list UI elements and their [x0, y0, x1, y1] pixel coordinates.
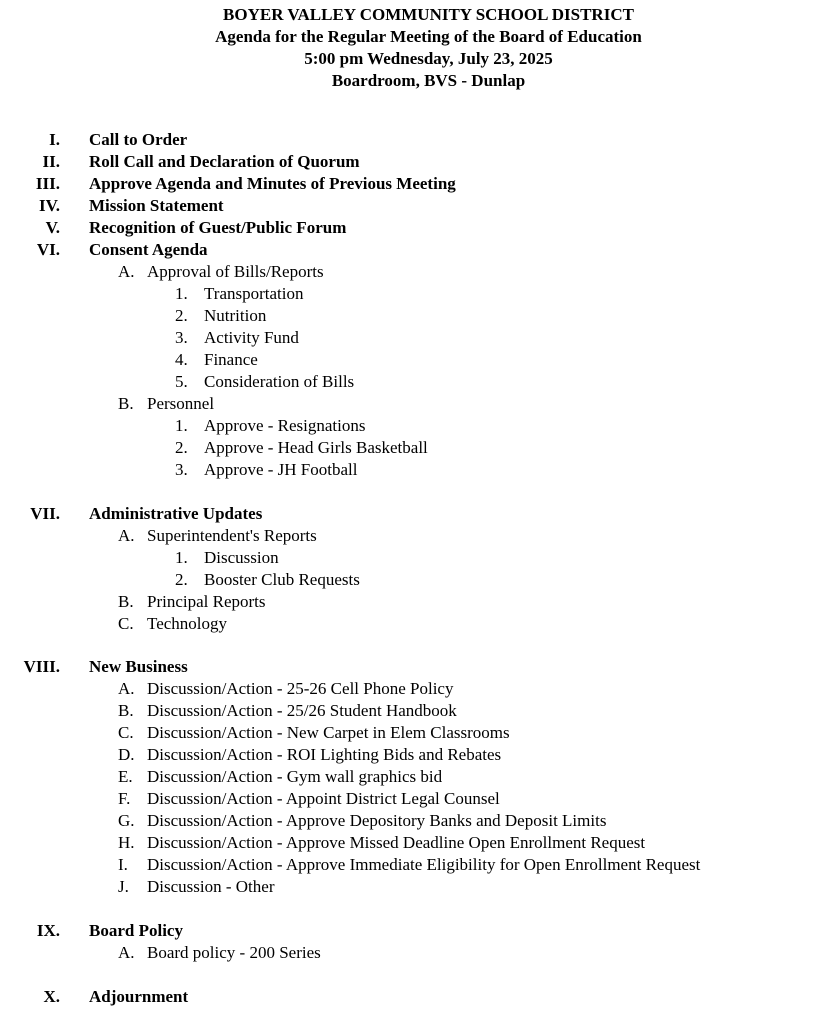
item-label: Discussion [204, 548, 279, 567]
section-title: Approve Agenda and Minutes of Previous Meeting [89, 174, 456, 193]
subsection-label: Discussion/Action - ROI Lighting Bids and Rebates [147, 745, 502, 764]
meeting-datetime: 5:00 pm Wednesday, July 23, 2025 [304, 49, 553, 68]
list-item [175, 460, 358, 480]
subsection-item [118, 723, 510, 743]
subsection-label: Board policy - 200 Series [147, 943, 321, 962]
item-number: 2. [175, 570, 188, 589]
subsection-item [118, 833, 646, 853]
subsection-letter: F. [118, 789, 131, 808]
section-title: Board Policy [89, 921, 183, 940]
section-title: Mission Statement [89, 196, 224, 215]
subsection-letter: C. [118, 614, 134, 633]
section-title: New Business [89, 657, 188, 676]
item-label: Booster Club Requests [204, 570, 360, 589]
subsection-item [118, 679, 454, 699]
subsection-letter: A. [118, 943, 135, 962]
item-number: 3. [175, 460, 188, 479]
item-label: Approve - Head Girls Basketball [204, 438, 428, 457]
subsection-item [118, 877, 275, 897]
section-number: IV. [39, 196, 60, 215]
subsection-letter: A. [118, 262, 135, 281]
agenda-header [0, 4, 817, 92]
subsection-letter: G. [118, 811, 135, 830]
item-label: Approve - JH Football [204, 460, 358, 479]
subsection-letter: E. [118, 767, 133, 786]
subsection-item [118, 855, 701, 875]
subsection-item [118, 701, 457, 721]
section-number: V. [45, 218, 60, 237]
list-item [175, 438, 428, 458]
district-name: BOYER VALLEY COMMUNITY SCHOOL DISTRICT [223, 5, 634, 24]
subsection-letter: B. [118, 701, 134, 720]
section-number: IX. [36, 921, 60, 940]
subsection-label: Discussion/Action - Appoint District Legal Counsel [147, 789, 500, 808]
item-label: Transportation [204, 284, 304, 303]
subsection-letter: J. [118, 877, 129, 896]
item-number: 2. [175, 306, 188, 325]
list-item [175, 372, 355, 392]
subsection-label: Technology [147, 614, 228, 633]
subsection-letter: I. [118, 855, 128, 874]
item-label: Finance [204, 350, 258, 369]
subsection-label: Discussion/Action - 25/26 Student Handbook [147, 701, 457, 720]
subsection-label: Discussion/Action - 25-26 Cell Phone Policy [147, 679, 454, 698]
subsection-item [118, 943, 321, 963]
section-title: Consent Agenda [89, 240, 208, 259]
subsection-letter: B. [118, 592, 134, 611]
item-label: Approve - Resignations [204, 416, 366, 435]
item-number: 4. [175, 350, 188, 369]
item-number: 1. [175, 548, 188, 567]
subsection-label: Discussion/Action - Approve Missed Deadline Open Enrollment Request [147, 833, 646, 852]
section-number: I. [49, 130, 60, 149]
list-item [175, 328, 299, 348]
list-item [175, 548, 279, 568]
subsection-letter: A. [118, 679, 135, 698]
list-item [175, 284, 304, 304]
subsection-letter: D. [118, 745, 135, 764]
subsection-item [118, 811, 607, 831]
item-label: Consideration of Bills [204, 372, 355, 391]
subsection-label: Discussion/Action - New Carpet in Elem Classrooms [147, 723, 510, 742]
subsection-label: Discussion/Action - Approve Immediate Eligibility for Open Enrollment Request [147, 855, 701, 874]
item-number: 3. [175, 328, 188, 347]
subsection-label: Approval of Bills/Reports [147, 262, 324, 281]
subsection-letter: A. [118, 526, 135, 545]
subsection-letter: B. [118, 394, 134, 413]
section-number: VIII. [23, 657, 60, 676]
section-number: II. [42, 152, 60, 171]
list-item [175, 416, 366, 436]
section-number: VII. [30, 504, 60, 523]
list-item [175, 306, 267, 326]
subsection-label: Discussion - Other [147, 877, 275, 896]
subsection-item [118, 592, 266, 612]
list-item [175, 350, 258, 370]
item-label: Activity Fund [204, 328, 299, 347]
subsection-label: Discussion/Action - Gym wall graphics bid [147, 767, 443, 786]
subsection-letter: C. [118, 723, 134, 742]
item-number: 1. [175, 284, 188, 303]
subsection-item [118, 767, 443, 787]
subsection-item [118, 789, 500, 809]
section-number: III. [35, 174, 60, 193]
item-number: 1. [175, 416, 188, 435]
item-number: 5. [175, 372, 188, 391]
agenda-title: Agenda for the Regular Meeting of the Board of Education [215, 27, 642, 46]
subsection-item [118, 745, 502, 765]
meeting-location: Boardroom, BVS - Dunlap [331, 71, 526, 90]
subsection-item [118, 614, 228, 634]
subsection-label: Principal Reports [147, 592, 266, 611]
subsection-item [118, 526, 317, 546]
subsection-label: Discussion/Action - Approve Depository Banks and Deposit Limits [147, 811, 607, 830]
subsection-label: Superintendent's Reports [147, 526, 317, 545]
subsection-item [118, 262, 324, 282]
section-title: Roll Call and Declaration of Quorum [89, 152, 360, 171]
section-number: X. [43, 987, 60, 1006]
list-item [175, 570, 360, 590]
section-title: Administrative Updates [89, 504, 263, 523]
section-title: Call to Order [89, 130, 188, 149]
subsection-letter: H. [118, 833, 135, 852]
subsection-label: Personnel [147, 394, 215, 413]
item-label: Nutrition [204, 306, 267, 325]
section-title: Recognition of Guest/Public Forum [89, 218, 347, 237]
subsection-item [118, 394, 215, 414]
item-number: 2. [175, 438, 188, 457]
section-number: VI. [36, 240, 60, 259]
section-title: Adjournment [89, 987, 189, 1006]
